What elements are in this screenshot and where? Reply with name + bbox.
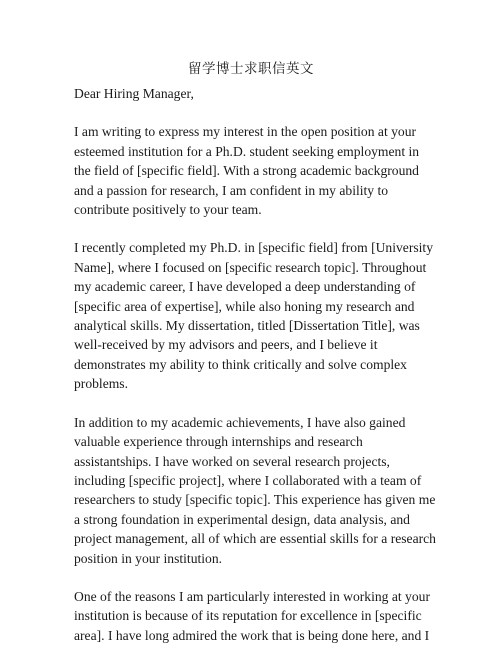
salutation: Dear Hiring Manager, <box>74 86 194 101</box>
paragraph-experience: In addition to my academic achievements, I have also gained valuable experience through internships and research assistantships. I have worked on several research projects, including [specific project], where I collaborated with a team of researchers to study [specific topic]. This experience has given me a strong foundation in experimental design, data analysis, and project management, all of which are essential skills for a research position in your institution. <box>74 414 436 566</box>
paragraph-intro: I am writing to express my interest in the open position at your esteemed institution for a Ph.D. student seeking employment in the field of [specific field]. With a strong academic background and a passion for research, I am confident in my ability to contribute positively to your team. <box>74 124 420 218</box>
paragraph-motivation: One of the reasons I am particularly interested in working at your institution is because of its reputation for excellence in [specific area]. I have long admired the work that is being done here, and I <box>74 588 430 643</box>
letter-body <box>74 84 438 664</box>
document-title: 留学博士求职信英文 <box>188 61 314 77</box>
paragraph-education: I recently completed my Ph.D. in [specific field] from [University Name], where I focused on [specific research topic]. Throughout my academic career, I have developed a deep understanding of [specific area of expertise], while also honing my research and analytical skills. My dissertation, titled [Dissertation Title], was well-received by my advisors and peers, and I believe it demonstrates my ability to think critically and solve complex problems. <box>74 240 433 392</box>
